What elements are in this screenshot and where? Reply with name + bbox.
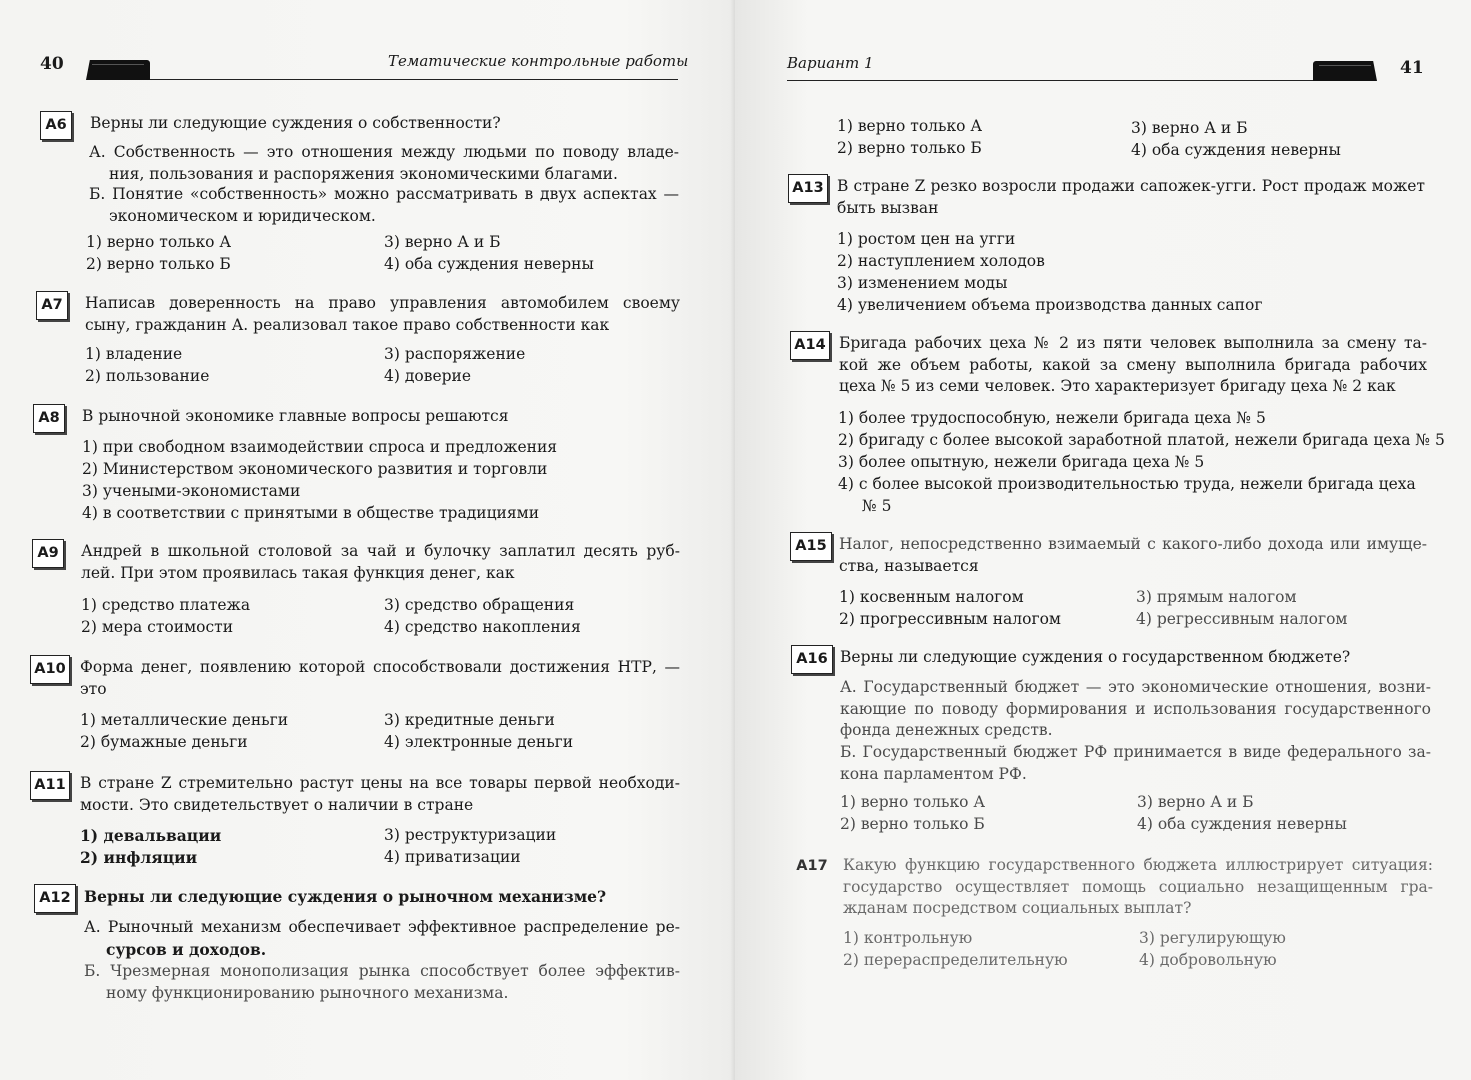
question-text: Какую функцию государственного бюджета иллюстрирует ситуация: государство осуществляет помощь социально незащищенным гра- жданам посредством социальных выплат? — [843, 856, 1433, 917]
answer-option[interactable]: 1) владение — [85, 345, 183, 363]
answer-option[interactable]: 3) изменением моды — [837, 274, 1008, 292]
left-page — [0, 0, 735, 1080]
running-head: Вариант 1 — [787, 54, 874, 72]
question-number-badge: А7 — [36, 291, 68, 320]
question-text: Налог, непосредственно взимаемый с какого-либо дохода или имуще- ства, называется — [839, 535, 1427, 575]
answer-option[interactable]: 4) регрессивным налогом — [1136, 610, 1348, 628]
question-text: Бригада рабочих цеха № 2 из пяти человек выполнила за смену та- кой же объем работы, какой за смену выполнила бригада рабочих цеха № 5 из семи человек. Это характеризует бригаду цеха № 2 как — [839, 334, 1427, 395]
answer-option[interactable]: 3) регулирующую — [1139, 929, 1286, 947]
question-text: В стране Z стремительно растут цены на все товары первой необходи- мости. Это свидетельствует о наличии в стране — [80, 774, 680, 814]
answer-option[interactable]: 3) прямым налогом — [1136, 588, 1297, 606]
answer-option[interactable]: 3) реструктуризации — [384, 826, 557, 844]
answer-option[interactable]: 3) верно А и Б — [384, 233, 501, 251]
answer-option[interactable]: 3) более опытную, нежели бригада цеха № 5 — [838, 453, 1205, 471]
answer-option[interactable]: 3) кредитные деньги — [384, 711, 555, 729]
answer-option[interactable]: 4) увеличением объема производства данных сапог — [837, 296, 1263, 314]
answer-option[interactable]: 4) с более высокой производительностью труда, нежели бригада цеха — [838, 475, 1416, 493]
answer-option[interactable]: 4) электронные деньги — [384, 733, 574, 751]
answer-option[interactable]: 3) верно А и Б — [1137, 793, 1254, 811]
answer-option[interactable]: 4) оба суждения неверны — [1137, 815, 1347, 833]
page-number: 41 — [1400, 58, 1424, 78]
question-text: Верны ли следующие суждения о рыночном механизме? — [84, 887, 607, 906]
answer-option[interactable]: 4) оба суждения неверны — [384, 255, 594, 273]
answer-option[interactable]: 2) верно только Б — [837, 139, 982, 157]
answer-option[interactable]: 1) ростом цен на угги — [837, 230, 1016, 248]
answer-option[interactable]: 1) металлические деньги — [80, 711, 289, 729]
question-number-badge: А6 — [40, 111, 72, 140]
answer-option[interactable]: 1) косвенным налогом — [839, 588, 1024, 606]
right-page — [735, 0, 1471, 1080]
statement-a: А. Государственный бюджет — это экономические отношения, возни- кающие по поводу формирования и использования государственного фонда денежных средств. — [840, 678, 1431, 739]
answer-option[interactable]: 4) доверие — [384, 367, 472, 385]
answer-option[interactable]: 4) оба суждения неверны — [1131, 141, 1341, 159]
header-rule — [150, 79, 678, 80]
answer-option[interactable]: 1) верно только А — [86, 233, 232, 251]
question-text: Написав доверенность на право управления автомобилем своему сыну, гражданин А. реализовал такое право собственности как — [85, 294, 680, 334]
answer-option[interactable]: 1) девальвации — [80, 826, 222, 845]
header-bar-decoration — [86, 60, 150, 80]
answer-option[interactable]: 4) добровольную — [1139, 951, 1277, 969]
answer-option[interactable]: 2) верно только Б — [86, 255, 231, 273]
question-text: В стране Z резко возросли продажи сапожек-угги. Рост продаж может быть вызван — [837, 177, 1425, 217]
answer-option[interactable]: 3) верно А и Б — [1131, 119, 1248, 137]
answer-option[interactable]: 1) верно только А — [837, 117, 983, 135]
question-number-badge: А11 — [30, 771, 70, 800]
answer-option[interactable]: 3) средство обращения — [384, 596, 575, 614]
answer-option[interactable]: 2) прогрессивным налогом — [839, 610, 1061, 628]
statement-b: Б. Чрезмерная монополизация рынка способствует более эффектив- ному функционированию рыночного механизма. — [84, 962, 680, 1002]
answer-option[interactable]: 2) инфляции — [80, 848, 198, 867]
question-text: Верны ли следующие суждения о государственном бюджете? — [840, 648, 1351, 666]
question-number-badge: А9 — [32, 539, 64, 568]
statement-b: Б. Понятие «собственность» можно рассматривать в двух аспектах — экономическом и юридическом. — [89, 185, 679, 225]
answer-option[interactable]: 3) учеными-экономистами — [82, 482, 301, 500]
question-number-badge: А10 — [30, 655, 70, 684]
answer-option[interactable]: 4) приватизации — [384, 848, 521, 866]
answer-option[interactable]: 4) средство накопления — [384, 618, 581, 636]
answer-option[interactable]: 2) бумажные деньги — [80, 733, 248, 751]
question-number-badge: А8 — [33, 404, 65, 433]
answer-option[interactable]: 2) верно только Б — [840, 815, 985, 833]
answer-option[interactable]: 1) верно только А — [840, 793, 986, 811]
answer-option[interactable]: 2) бригаду с более высокой заработной платой, нежели бригада цеха № 5 — [838, 431, 1445, 449]
question-number-badge: А16 — [791, 645, 833, 674]
statement-a: А. Рыночный механизм обеспечивает эффективное распределение ре- сурсов и доходов. — [84, 918, 680, 959]
question-text: В рыночной экономике главные вопросы решаются — [82, 407, 509, 425]
answer-option[interactable]: 3) распоряжение — [384, 345, 526, 363]
question-number-badge: А17 — [796, 858, 828, 874]
question-text: Андрей в школьной столовой за чай и булочку заплатил десять руб- лей. При этом проявилась такая функция денег, как — [81, 542, 680, 582]
answer-option[interactable]: 1) контрольную — [843, 929, 973, 947]
page-number: 40 — [40, 54, 64, 74]
answer-option[interactable]: 1) более трудоспособную, нежели бригада цеха № 5 — [838, 409, 1266, 427]
answer-option[interactable]: 1) средство платежа — [81, 596, 251, 614]
header-rule — [787, 80, 1313, 81]
question-number-badge: А14 — [790, 331, 830, 360]
answer-option[interactable]: 2) наступлением холодов — [837, 252, 1045, 270]
answer-option[interactable]: 2) перераспределительную — [843, 951, 1068, 969]
answer-option[interactable]: 1) при свободном взаимодействии спроса и предложения — [82, 438, 558, 456]
answer-option[interactable]: 2) мера стоимости — [81, 618, 234, 636]
answer-option-continuation: № 5 — [862, 497, 892, 515]
answer-option[interactable]: 2) Министерством экономического развития и торговли — [82, 460, 548, 478]
answer-option[interactable]: 4) в соответствии с принятыми в обществе традициями — [82, 504, 540, 522]
question-text: Верны ли следующие суждения о собственности? — [90, 114, 501, 132]
question-number-badge: А15 — [790, 532, 832, 561]
statement-a: А. Собственность — это отношения между людьми по поводу владе- ния, пользования и распоряжения экономическими благами. — [89, 143, 679, 183]
running-head: Тематические контрольные работы — [388, 52, 689, 70]
header-bar-decoration — [1313, 61, 1377, 81]
statement-b: Б. Государственный бюджет РФ принимается в виде федерального за- кона парламентом РФ. — [840, 743, 1431, 783]
question-number-badge: А13 — [788, 174, 828, 203]
answer-option[interactable]: 2) пользование — [85, 367, 210, 385]
question-number-badge: А12 — [34, 884, 76, 913]
question-text: Форма денег, появлению которой способствовали достижения НТР, — это — [80, 658, 680, 698]
